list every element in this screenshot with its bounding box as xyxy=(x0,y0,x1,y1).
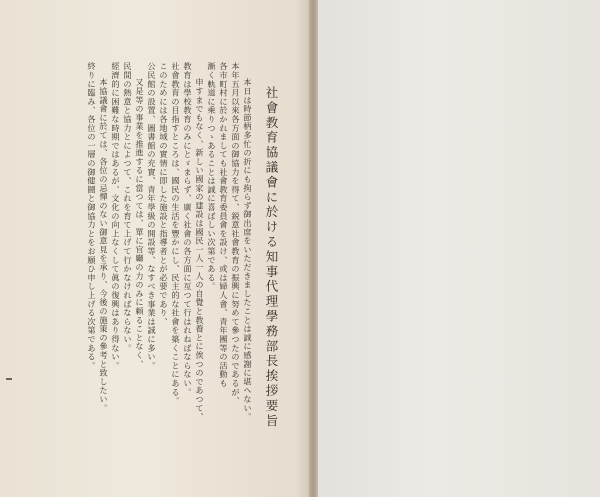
text-column: 公民館の設置、圖書館の充實、青年學級の開設等、なすべき事業は誠に多い。 xyxy=(147,62,157,370)
text-column: 經濟的に困難な時期ではあるが、文化の向上なくして眞の復興はあり得ない。 xyxy=(111,62,121,370)
book-gutter xyxy=(309,0,318,497)
text-column: 本協議會に於ては、各位の忌憚のない御意見を承り、今後の施策の參考と致したい。 xyxy=(99,78,109,413)
text-column: 本日は時節柄多忙の折にも拘らず御出席をいただきましたことは誠に感謝に堪へない。 xyxy=(243,78,253,422)
text-column: 又是等の事業を推進するに當つては、單に官廳の力のみに頼ることなく、 xyxy=(135,78,145,369)
right-page-blank xyxy=(318,0,600,497)
blank-column xyxy=(288,62,300,462)
text-column: 各市町村に於かれましても社會教育委員會を設け、或は婦人會、青年團等の活動も xyxy=(219,62,229,388)
text-column: 民間の熱意と協力とによつて、これを育て上げて行かなければならない。 xyxy=(123,62,133,353)
text-column: 申すまでもなく、新しい國家の建設は國民一人一人の自覺と教養とに俟つのであつて、 xyxy=(195,78,205,422)
text-column: 漸く軌道に乘りつゝあることは誠に喜ばしい次第である。 xyxy=(207,62,217,291)
text-column: 教育は學校教育のみにとゞまらず、廣く社會の各方面に亙つて行はれねばならない。 xyxy=(183,62,193,397)
text-column: 社會教育の目指すところは、國民の生活を豐かにし、民主的な社會を築くことにある。 xyxy=(171,62,181,406)
text-column: このためには各地域の實情に即した施設と指導者とが必要であり、 xyxy=(159,62,169,326)
text-column: 終りに臨み、各位の一層の御健鬪と御協力とをお願ひ申し上げる次第である。 xyxy=(87,62,97,370)
text-column: 本年五月以來各方面の御協力を得て、鋭意社會教育の振興に努めて參つたのであるが、 xyxy=(231,62,241,406)
margin-mark xyxy=(6,378,12,380)
vertical-text-block xyxy=(36,62,300,462)
article-title: 社會教育協議會に於ける知事代理學務部長挨拶要旨 xyxy=(264,86,279,429)
